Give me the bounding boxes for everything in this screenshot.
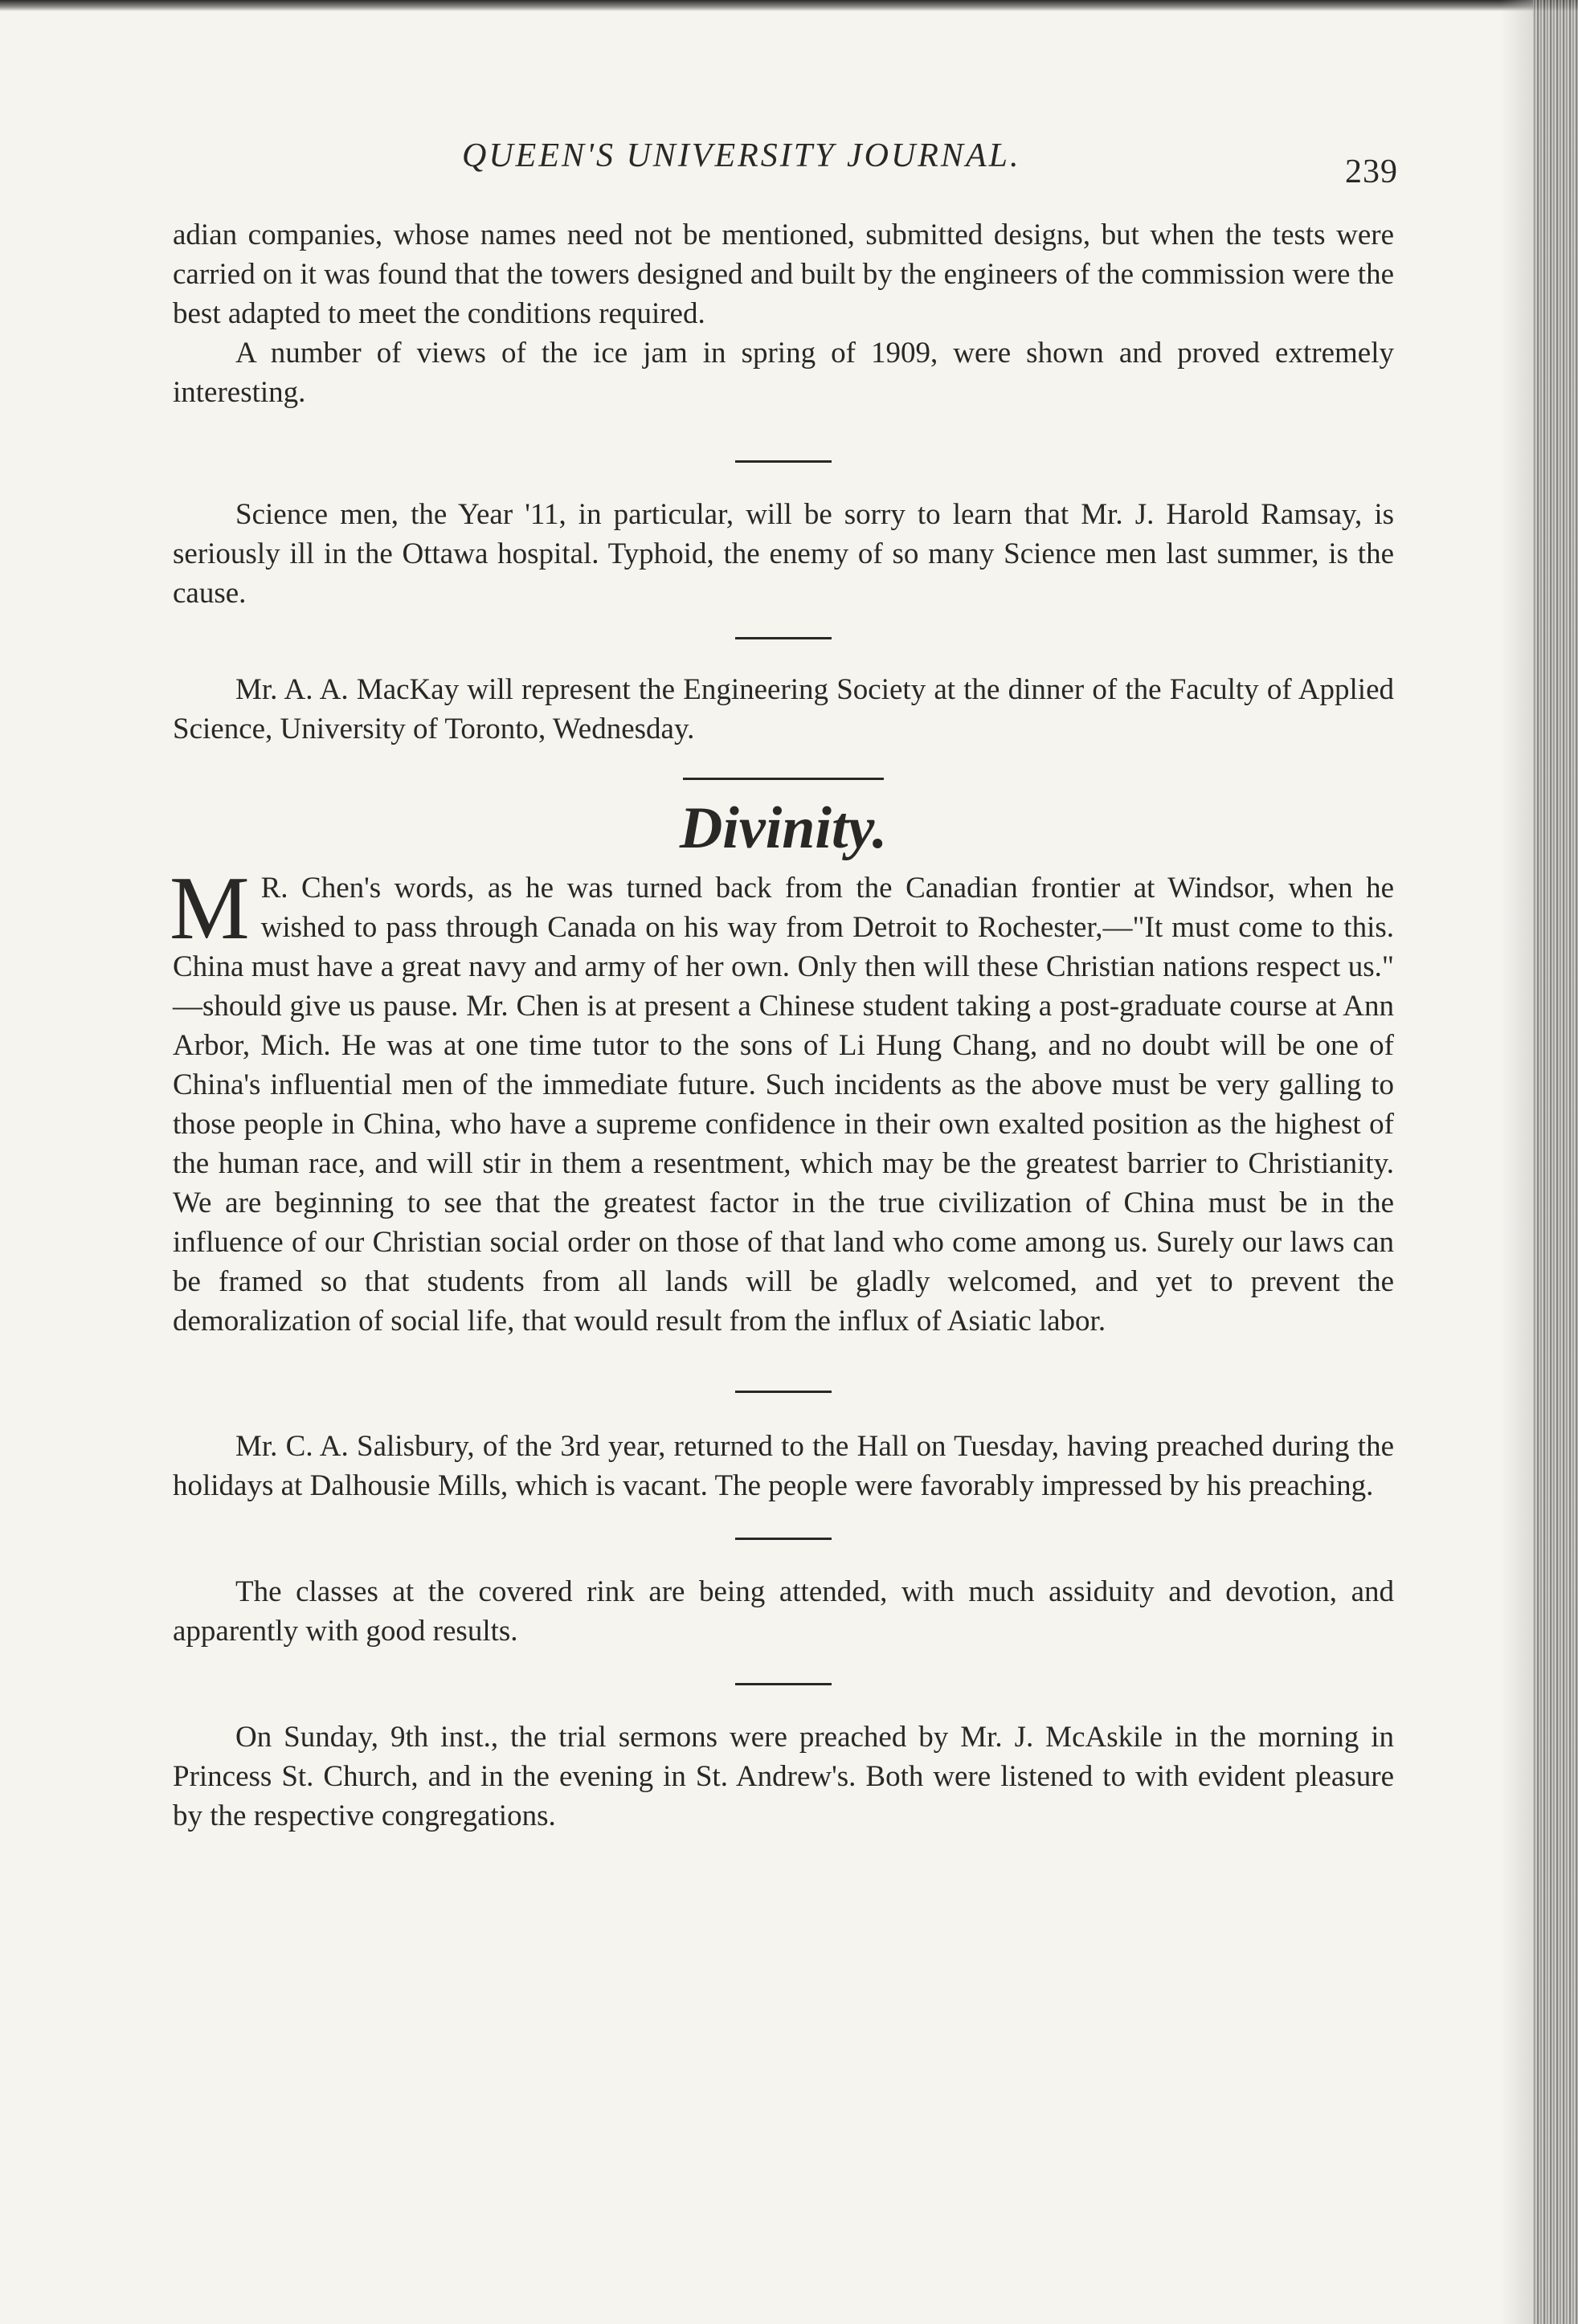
page-number: 239 [1345, 153, 1398, 190]
divinity-paragraph-3: The classes at the covered rink are being attended, with much assiduity and devotion, and apparently with good results. [173, 1575, 1394, 1648]
science-paragraph-4: Mr. A. A. MacKay will represent the Engineering Society at the dinner of the Faculty of Applied Science, University of Toronto, Wednesday. [173, 673, 1394, 745]
divinity-lead-paragraph [170, 859, 1394, 1341]
divinity-paragraph-4: On Sunday, 9th inst., the trial sermons were preached by Mr. J. McAskile in the morning in Princess St. Church, and in the evening in St. Andrew's. Both were listened to with evident pleasure by the respective congregations. [173, 1721, 1394, 1832]
divinity-lead-text: R. Chen's words, as he was turned back from the Canadian frontier at Windsor, when he wished to pass through Canada on his way from Detroit to Rochester,—"It must come to this. China must have a great navy and army of her own. Only then will these Christian nations respect us." —should give us pause. Mr. Chen is at present a Chinese student taking a post-graduate course at Ann Arbor, Mich. He was at one time tutor to the sons of Li Hung Chang, and no doubt will be one of China's influential men of the immediate future. Such incidents as the above must be very galling to those people in China, who have a supreme confidence in their own exalted position as the highest of the human race, and will stir in them a resentment, which may be the greatest barrier to Christianity. We are beginning to see that the greatest factor in the true civilization of China must be in the influence of our Christian social order on those of that land who come among us. Surely our laws can be framed so that students from all lands will be gladly welcomed, and yet to prevent the demoralization of social life, that would result from the influx of Asiatic labor. [173, 872, 1394, 1338]
page-gutter-shadow [1501, 0, 1533, 2324]
science-paragraph-3: Science men, the Year '11, in particular, will be sorry to learn that Mr. J. Harold Ramsay, is seriously ill in the Ottawa hospital. Typhoid, the enemy of so many Science men last summer, is the cause. [173, 498, 1394, 610]
section-divider [735, 1391, 832, 1393]
page-top-edge [0, 0, 1578, 11]
text-column [170, 215, 1394, 1836]
section-divider [735, 1683, 832, 1685]
divinity-paragraph-2: Mr. C. A. Salisbury, of the 3rd year, returned to the Hall on Tuesday, having preached during the holidays at Dalhousie Mills, which is vacant. The people were favorably impressed by his preaching. [173, 1430, 1394, 1502]
section-divider [735, 460, 832, 463]
running-title: QUEEN'S UNIVERSITY JOURNAL. [462, 137, 1021, 174]
science-paragraph-1: adian companies, whose names need not be mentioned, submitted designs, but when the tests were carried on it was found that the towers designed and built by the engineers of the commission were the best adapted to meet the conditions required. [173, 219, 1394, 330]
section-divider [683, 778, 884, 780]
section-heading-divinity: Divinity. [679, 795, 888, 861]
science-paragraph-2: A number of views of the ice jam in spring of 1909, were shown and proved extremely interesting. [173, 337, 1394, 409]
page-right-edge [1533, 0, 1578, 2324]
page-header [169, 137, 1398, 193]
section-divider [735, 1538, 832, 1540]
section-divider [735, 637, 832, 639]
drop-cap: M [170, 859, 250, 958]
